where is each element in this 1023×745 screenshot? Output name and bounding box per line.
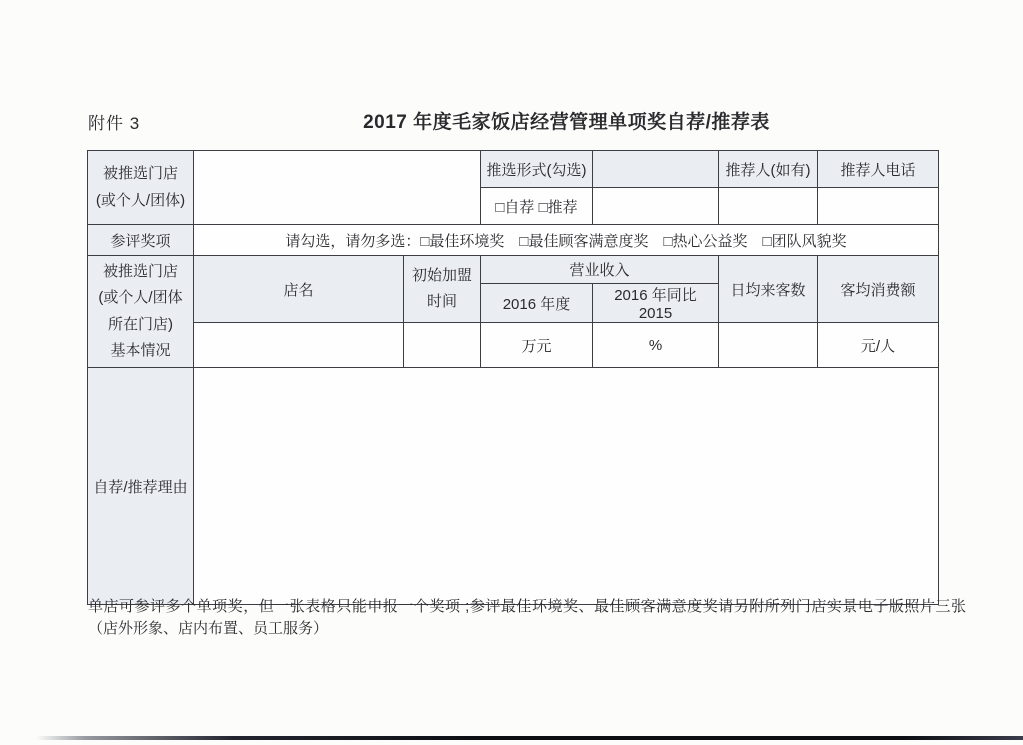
award-entry-options-cell: 请勾选，请勿多选：□最佳环境奖 □最佳顾客满意度奖 □热心公益奖 □团队风貌奖 <box>194 225 939 256</box>
revenue-2016-header-cell: 2016 年度 <box>481 284 593 323</box>
scan-bottom-edge <box>36 736 1023 740</box>
attachment-label: 附件 3 <box>88 114 141 133</box>
nominee-value-cell <box>194 151 481 225</box>
recommender-label-cell: 推荐人(如有) <box>719 151 818 188</box>
franchise-time-header-cell: 初始加盟 时间 <box>404 256 481 323</box>
store-name-value-cell <box>194 323 404 368</box>
revenue-header-cell: 营业收入 <box>481 256 719 284</box>
avg-spend-header-cell: 客均消费额 <box>818 256 939 323</box>
recommendation-form-table <box>87 150 939 605</box>
selection-method-value-cell <box>593 151 719 188</box>
selection-method-label-cell: 推选形式(勾选) <box>481 151 593 188</box>
footnote-text: 单店可参评多个单项奖，但一张表格只能申报一个奖项 ;参评最佳环境奖、最佳顾客满意度奖请另附所列门店实景电子版照片三张（店外形象、店内布置、员工服务） <box>88 598 966 637</box>
selection-options-cell: □自荐 □推荐 <box>481 188 593 225</box>
page-title: 2017 年度毛家饭店经营管理单项奖自荐/推荐表 <box>363 112 770 133</box>
selection-options-value-cell <box>593 188 719 225</box>
avg-spend-unit-cell: 元/人 <box>818 323 939 368</box>
recommender-phone-label-cell: 推荐人电话 <box>818 151 939 188</box>
title-row <box>110 107 1023 134</box>
franchise-time-value-cell <box>404 323 481 368</box>
daily-customers-header-cell: 日均来客数 <box>719 256 818 323</box>
award-entry-label-cell: 参评奖项 <box>88 225 194 256</box>
basic-info-label-cell: 被推选门店 (或个人/团体 所在门店) 基本情况 <box>88 256 194 368</box>
recommender-value-cell <box>719 188 818 225</box>
revenue-2016-unit-cell: 万元 <box>481 323 593 368</box>
nominee-label-cell: 被推选门店 (或个人/团体) <box>88 151 194 225</box>
store-name-header-cell: 店名 <box>194 256 404 323</box>
daily-customers-value-cell <box>719 323 818 368</box>
reason-label-cell: 自荐/推荐理由 <box>88 368 194 605</box>
reason-value-cell <box>194 368 939 605</box>
revenue-yoy-unit-cell: % <box>593 323 719 368</box>
recommender-phone-value-cell <box>818 188 939 225</box>
revenue-yoy-header-cell: 2016 年同比 2015 <box>593 284 719 323</box>
